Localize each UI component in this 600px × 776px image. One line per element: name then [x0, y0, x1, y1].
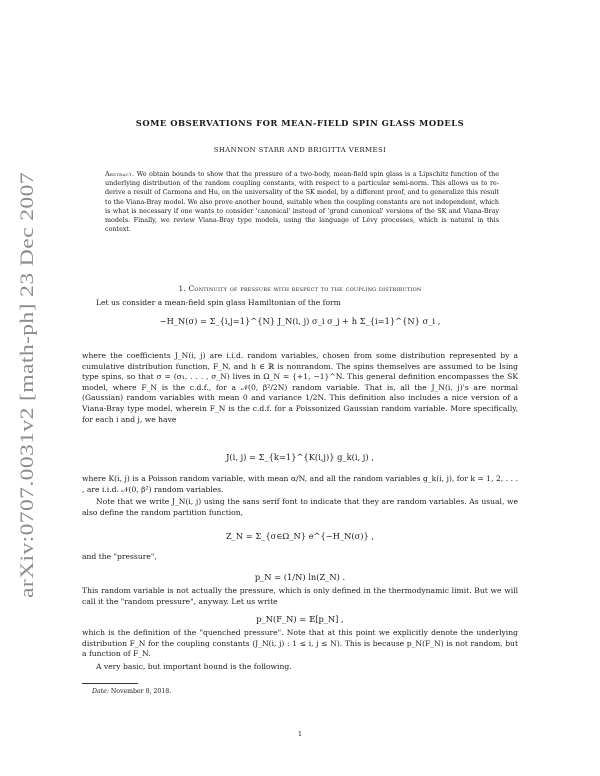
paragraph-random-pressure: This random variable is not actually the pressure, which is only defined in the thermodynamic limit. But we will call it the "random pressure", anyway. Let us write	[82, 586, 518, 606]
equation-quenched-pressure: p_N(F_N) = 𝔼[p_N] ,	[256, 614, 344, 624]
footnote-rule	[82, 683, 138, 684]
paragraph-quenched: which is the definition of the "quenched pressure". Note that at this point we explicitly denote the underlying distribution F_N for the coupling constants (J_N(i, j) : 1 ≤ i, j ≤ N). This is because p_N(F_N) is not random, but a function of F_N.	[82, 628, 518, 659]
equation-hamiltonian: −H_N(σ) = Σ_{i,j=1}^{N} J_N(i, j) σ_i σ_j + h Σ_{i=1}^{N} σ_i ,	[159, 316, 441, 326]
paragraph-bound-intro: A very basic, but important bound is the following.	[96, 662, 292, 671]
paper-authors: SHANNON STARR AND BRIGITTA VERMESI	[213, 146, 387, 154]
abstract	[105, 170, 499, 234]
arxiv-sidebar-stamp	[6, 170, 46, 600]
footnote-label: Date	[92, 688, 107, 695]
footnote: Date: November 8, 2018.	[92, 688, 172, 695]
paragraph-partition-intro: Note that we write J_N(i, j) using the sans serif font to indicate that they are random variables. As usual, we also define the random partition function,	[82, 497, 518, 517]
section-heading: 1. Continuity of pressure with respect to the coupling distribution	[178, 284, 422, 293]
footnote-date: November 8, 2018.	[110, 688, 172, 695]
paper-title: SOME OBSERVATIONS FOR MEAN-FIELD SPIN GLASS MODELS	[135, 118, 465, 128]
paragraph-poisson: where K(i, j) is a Poisson random variable, with mean α/N, and all the random variables g_k(i, j), for k = 1, 2, . . . , are i.i.d. 𝒩(0, β²) random variables.	[82, 474, 518, 494]
equation-partition-function: Z_N = Σ_{σ∈Ω_N} e^{−H_N(σ)} ,	[225, 531, 375, 541]
abstract-text: We obtain bounds to show that the pressure of a two-body, mean-field spin glass is a Lipschitz function of the underlying distribution of the random coupling constants, with respect to a particular semi-norm. This allows us to re-derive a result of Carmona and Hu, on the universality of the SK model, by a different proof, and to generalize this result to the Viana-Bray model. We also prove another bound, suitable when the coupling constants are not independent, which is what is necessary if one wants to consider 'canonical' instead of 'grand canonical' versions of the SK and Viana-Bray models. Finally, we review Viana-Bray type models, using the language of Lévy processes, which is natural in this context.	[105, 170, 499, 234]
paragraph-intro: Let us consider a mean-field spin glass Hamiltonian of the form	[96, 298, 341, 307]
abstract-label: Abstract.	[105, 170, 135, 178]
paragraph-coefficients: where the coefficients J_N(i, j) are i.i.d. random variables, chosen from some distribution represented by a cumulative distribution function, F_N, and h ∈ ℝ is nonrandom. The spins themselves are assumed to be Ising type spins, so that σ = (σ₁, . . . , σ_N) lives in Ω_N = {+1, −1}^N. This general definition encompasses the SK model, where F_N is the c.d.f., for a 𝒩(0, β²/2N) random variable. That is, all the J_N(i, j)'s are normal (Gaussian) random variables with mean 0 and variance 1/2N. This definition also includes a nice version of a Viana-Bray type model, wherein F_N is the c.d.f. for a Poissonized Gaussian random variable. More specifically, for each i and j, we have	[82, 351, 518, 424]
page-number: 1	[297, 730, 303, 738]
equation-poisson-coupling: J(i, j) = Σ_{k=1}^{K(i,j)} g_k(i, j) ,	[226, 452, 374, 462]
arxiv-identifier: arXiv:0707.0031v2 [math-ph] 23 Dec 2007	[17, 255, 38, 598]
paragraph-pressure-intro: and the "pressure",	[82, 552, 157, 561]
equation-random-pressure: p_N = (1/N) ln(Z_N) .	[254, 572, 346, 582]
